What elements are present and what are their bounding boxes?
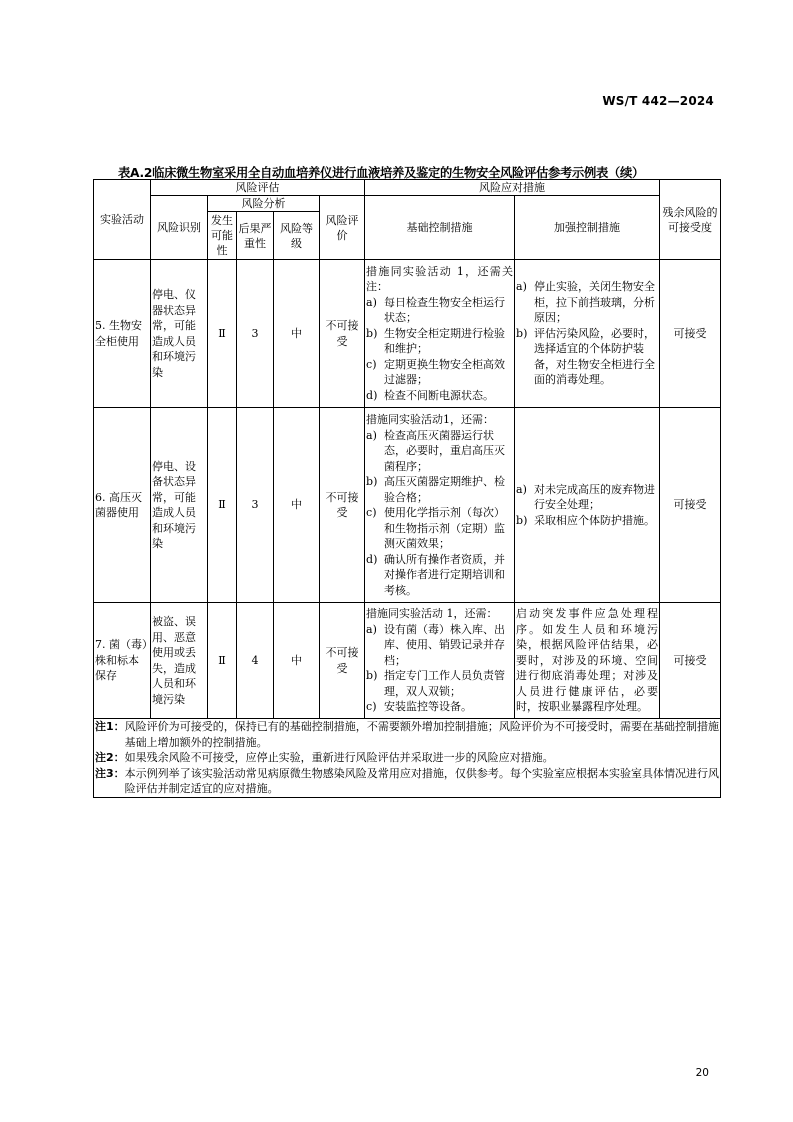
note [95, 750, 719, 766]
list-marker: a) [516, 280, 527, 294]
list-text: 设有菌（毒）株入库、出库、使用、销毁记录并存档； [384, 622, 506, 667]
list-item [516, 513, 658, 529]
list-item [516, 279, 658, 326]
residual-risk-cell: 可接受 [660, 260, 721, 408]
basic-controls-cell [365, 408, 515, 603]
header-risk-analysis: 风险分析 [208, 196, 320, 212]
list-text: 安装监控等设备。 [384, 700, 473, 714]
list-item [366, 474, 513, 505]
list-marker: b) [366, 326, 378, 340]
risk-level-cell: 中 [274, 603, 320, 719]
header-enhanced-controls: 加强控制措施 [515, 196, 660, 260]
list-item [366, 326, 513, 357]
header-risk-level: 风险等级 [274, 212, 320, 260]
basic-intro: 措施同实验活动 1，还需： [366, 607, 498, 621]
note-label: 注3： [95, 766, 125, 780]
header-activity: 实验活动 [94, 180, 151, 260]
risk-evaluation-cell: 不可接受 [320, 260, 365, 408]
list-text: 评估污染风险，必要时，选择适宜的个体防护装备，对生物安全柜进行全面的消毒处理。 [534, 326, 656, 387]
list-marker: b) [516, 513, 528, 527]
residual-risk-cell: 可接受 [660, 408, 721, 603]
likelihood-cell: Ⅱ [208, 408, 237, 603]
note-text: 如果残余风险不可接受，应停止实验，重新进行风险评估并采取进一步的风险应对措施。 [124, 751, 554, 764]
note-text: 风险评价为可接受的，保持已有的基础控制措施，不需要额外增加控制措施；风险评价为不可接受时，需要在基础控制措施基础上增加额外的控制措施。 [124, 720, 720, 749]
header-risk-identification: 风险识别 [151, 196, 208, 260]
list-marker: c) [366, 700, 377, 714]
severity-cell: 3 [237, 260, 274, 408]
list-marker: a) [516, 482, 527, 496]
list-text: 确认所有操作者资质，并对操作者进行定期培训和考核。 [384, 552, 506, 597]
list-text: 使用化学指示剂（每次）和生物指示剂（定期）监测灭菌效果； [384, 506, 506, 550]
list-item [366, 668, 513, 699]
basic-controls-cell [365, 603, 515, 719]
page-number: 20 [695, 1067, 709, 1079]
notes-row [94, 719, 721, 798]
header-basic-controls: 基础控制措施 [365, 196, 515, 260]
header-risk-response: 风险应对措施 [365, 180, 660, 196]
list-marker: b) [516, 326, 528, 340]
residual-risk-cell: 可接受 [660, 603, 721, 719]
list-text: 定期更换生物安全柜高效过滤器； [384, 357, 506, 387]
header-likelihood: 发生可能性 [208, 212, 237, 260]
risk-identification-cell: 被盗、误用、恶意使用或丢失，造成人员和环境污染 [151, 603, 208, 719]
notes-cell [94, 719, 721, 798]
basic-intro: 措施同实验活动1，还需： [366, 413, 495, 426]
list-marker: a) [366, 295, 377, 309]
note-label: 注2： [95, 751, 125, 764]
list-marker: d) [366, 388, 378, 402]
list-text: 指定专门工作人员负责管理，双人双锁； [384, 669, 506, 698]
enhanced-intro: 启动突发事件应急处理程序。如发生人员和环境污染，根据风险评估结果，必要时，对涉及的环境、空间进行彻底消毒处理；对涉及人员进行健康评估，必要时，按职业暴露程序处理。 [516, 607, 659, 714]
header-residual-risk: 残余风险的可接受度 [660, 180, 721, 260]
note [95, 719, 719, 750]
risk-assessment-table [93, 179, 721, 798]
list-text: 对未完成高压的废弃物进行安全处理； [534, 482, 656, 512]
list-text: 停止实验，关闭生物安全柜，拉下前挡玻璃，分析原因； [534, 280, 656, 325]
list-marker: b) [366, 475, 378, 488]
basic-intro: 措施同实验活动 1，还需关注： [366, 264, 514, 294]
note [95, 766, 719, 797]
severity-cell: 3 [237, 408, 274, 603]
list-marker: a) [366, 428, 377, 442]
activity-cell: 6. 高压灭菌器使用 [94, 408, 151, 603]
activity-cell: 5. 生物安全柜使用 [94, 260, 151, 408]
standard-code: WS/T 442—2024 [602, 94, 714, 108]
risk-evaluation-cell: 不可接受 [320, 603, 365, 719]
enhanced-controls-cell [515, 603, 660, 719]
list-marker: d) [366, 552, 378, 566]
note-text: 本示例列举了该实验活动常见病原微生物感染风险及常用应对措施，仅供参考。每个实验室应根据本实验室具体情况进行风险评估并制定适宜的应对措施。 [124, 766, 720, 795]
table-row [94, 408, 721, 603]
list-item [366, 552, 513, 599]
enhanced-controls-cell [515, 408, 660, 603]
basic-controls-cell [365, 260, 515, 408]
list-marker: c) [366, 506, 377, 519]
list-marker: a) [366, 622, 377, 636]
note-label: 注1： [95, 720, 125, 733]
risk-identification-cell: 停电、设备状态异常，可能造成人员和环境污染 [151, 408, 208, 603]
list-text: 每日检查生物安全柜运行状态； [384, 295, 506, 325]
list-text: 生物安全柜定期进行检验和维护； [384, 326, 506, 356]
list-text: 高压灭菌器定期维护、检验合格； [384, 475, 506, 504]
list-item [366, 505, 513, 552]
risk-level-cell: 中 [274, 408, 320, 603]
list-item [366, 357, 513, 388]
list-item [366, 699, 513, 715]
table-caption: 表A.2临床微生物室采用全自动血培养仪进行血液培养及鉴定的生物安全风险评估参考示例表（续） [118, 166, 644, 180]
list-item [366, 428, 513, 475]
likelihood-cell: Ⅱ [208, 260, 237, 408]
list-marker: b) [366, 669, 378, 683]
list-item [366, 622, 513, 669]
risk-evaluation-cell: 不可接受 [320, 408, 365, 603]
likelihood-cell: Ⅱ [208, 603, 237, 719]
header-risk-evaluation: 风险评价 [320, 196, 365, 260]
header-risk-assessment: 风险评估 [151, 180, 365, 196]
table-row [94, 603, 721, 719]
header-severity: 后果严重性 [237, 212, 274, 260]
risk-level-cell: 中 [274, 260, 320, 408]
list-marker: c) [366, 357, 377, 371]
list-item [516, 482, 658, 513]
list-item [516, 326, 658, 388]
table-row [94, 260, 721, 408]
enhanced-controls-cell [515, 260, 660, 408]
activity-cell: 7. 菌（毒）株和标本保存 [94, 603, 151, 719]
list-item [366, 388, 513, 404]
list-text: 检查高压灭菌器运行状态，必要时，重启高压灭菌程序； [384, 428, 506, 473]
list-text: 检查不间断电源状态。 [384, 388, 495, 402]
risk-identification-cell: 停电、仪器状态异常，可能造成人员和环境污染 [151, 260, 208, 408]
severity-cell: 4 [237, 603, 274, 719]
list-item [366, 295, 513, 326]
list-text: 采取相应个体防护措施。 [534, 513, 656, 527]
